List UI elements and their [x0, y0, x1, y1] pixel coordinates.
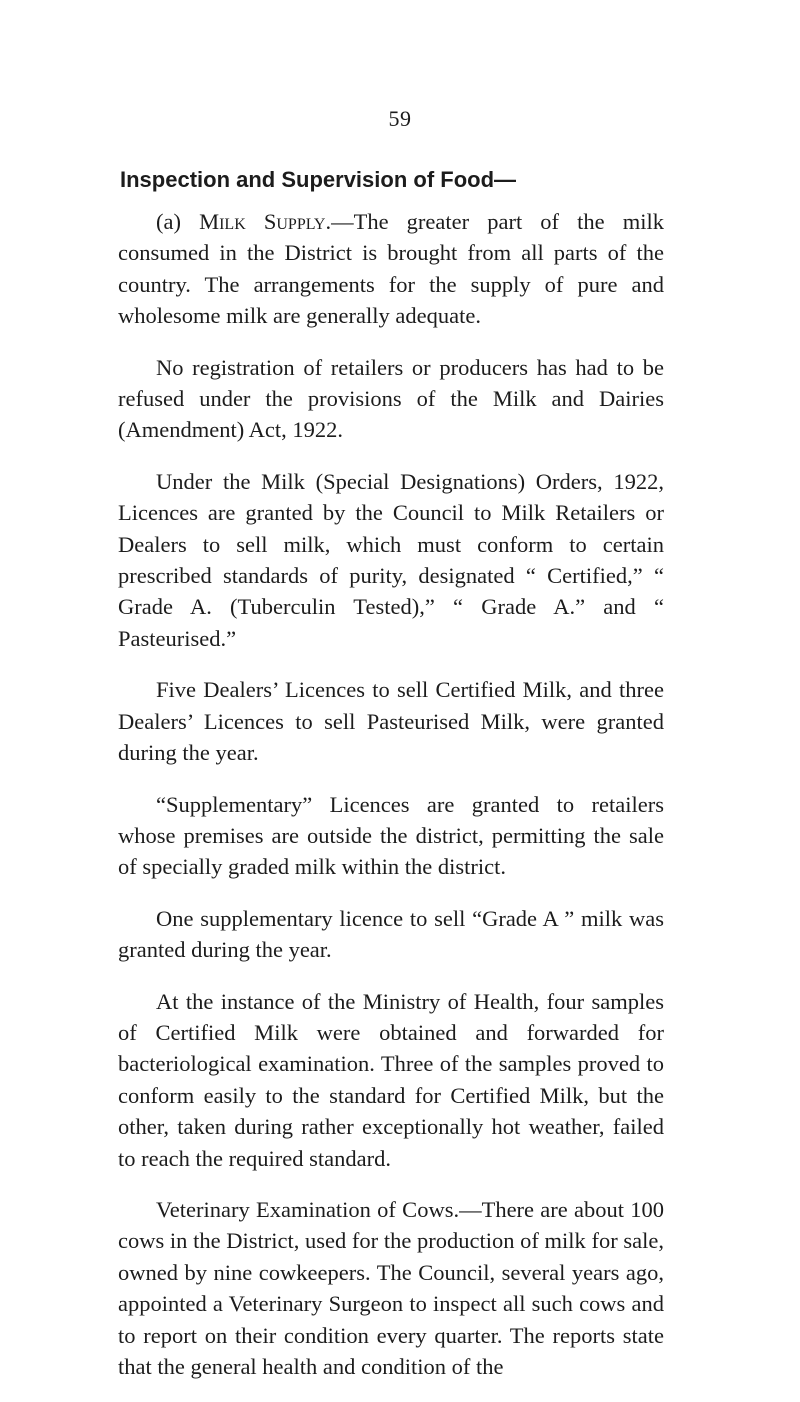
paragraph-special-designations: Under the Milk (Special Designations) Orders, 1922, Licences are granted by the Council to Milk Retailers or Dealers to sell milk, which must conform to certain prescribed standards of purity, designated “ Certified,” “ Grade A. (Tuberculin Tested),” “ Grade A.” and “ Pasteurised.”: [118, 468, 664, 651]
milk-supply-text: —The greater part of the milk consumed in the District is brought from all parts of the country. The arrangements for the supply of pure and wholesome milk are generally adequate.: [118, 209, 664, 329]
paragraph-milk-supply: [118, 206, 664, 332]
milk-supply-caption: Milk Supply.: [199, 209, 332, 234]
page-number: 59: [388, 106, 412, 131]
milk-supply-label: (a): [156, 209, 181, 234]
paragraph-supplementary-licences: “Supplementary” Licences are granted to retailers whose premises are outside the district, permitting the sale of specially graded milk within the district.: [118, 791, 664, 880]
paragraph-veterinary-examination: Veterinary Examination of Cows.—There are about 100 cows in the District, used for the production of milk for sale, owned by nine cowkeepers. The Council, several years ago, appointed a Veterinary Surgeon to inspect all such cows and to report on their condition every quarter. The reports state that the general health and condition of the: [118, 1196, 664, 1379]
paragraph-ministry-samples: At the instance of the Ministry of Health, four samples of Certified Milk were obtained and forwarded for bacteriological examination. Three of the samples proved to conform easily to the standard for Certified Milk, but the other, taken during rather exceptionally hot weather, failed to reach the required standard.: [118, 988, 664, 1171]
paragraph-grade-a-licence: One supplementary licence to sell “Grade A ” milk was granted during the year.: [118, 905, 664, 963]
body-text: [118, 206, 664, 1402]
section-heading: Inspection and Supervision of Food—: [120, 167, 517, 192]
paragraph-dealers-licences: Five Dealers’ Licences to sell Certified Milk, and three Dealers’ Licences to sell Pasteurised Milk, were granted during the year.: [118, 677, 664, 766]
paragraph-registration: No registration of retailers or producers has had to be refused under the provisions of the Milk and Dairies (Amendment) Act, 1922.: [118, 354, 664, 443]
